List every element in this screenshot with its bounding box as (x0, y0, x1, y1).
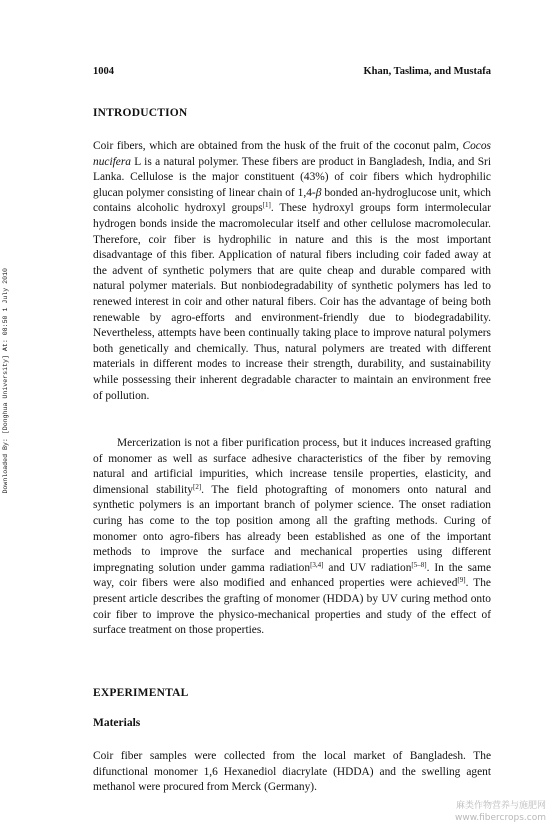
citation: [2] (192, 482, 202, 491)
text-run: and UV radiation (323, 561, 412, 574)
species-name: Cocos nucifera (93, 140, 491, 168)
introduction-paragraph-1 (93, 139, 491, 404)
introduction-heading: INTRODUCTION (93, 107, 188, 119)
citation: [9] (457, 576, 466, 585)
site-watermark (455, 800, 546, 824)
citation: [3,4] (310, 560, 324, 569)
citation: [5–8] (411, 560, 427, 569)
materials-heading: Materials (93, 717, 141, 729)
text-run: . The field photografting of monomers onto natural and synthetic polymers is an important branch of polymer science. The onset radiation curing has come to the top position among all the grafting methods. Curing of monomer onto agro-fibers has already been established as one of the important methods to improve the surface and mechanical properties using different impregnating solution under gamma radiation (93, 483, 491, 574)
text-run: . The present article describes the grafting of monomer (HDDA) by UV curing method onto coir fiber to improve the physico-mechanical properties and study of the effect of surface treatment on those properties. (93, 577, 491, 637)
text-run: Coir fibers, which are obtained from the husk of the fruit of the coconut palm, (93, 140, 463, 152)
beta-symbol: β (315, 186, 322, 199)
text-run: L is a natural polymer. These fibers are product in Bangladesh, India, and Sri Lanka. Cellulose is the major constituent (43%) of coir fibers which hydrophilic glucan polymer consisting of linear chain of 1,4- (93, 155, 491, 199)
text-run: bonded an-hydroglucose unit, which contains alcoholic hydroxyl groups (93, 186, 491, 215)
citation: [1] (262, 201, 271, 210)
experimental-heading: EXPERIMENTAL (93, 687, 189, 699)
download-notice: Downloaded By: [Donghua University] At: 08:50 1 July 2010 (2, 268, 9, 494)
watermark-title: 麻类作物营养与施肥网 (455, 801, 546, 811)
page-number: 1004 (93, 66, 114, 77)
introduction-paragraph-2 (93, 436, 491, 639)
text-run: . In the same way, coir fibers were also modified and enhanced properties were achieved (93, 561, 491, 590)
running-authors: Khan, Taslima, and Mustafa (363, 66, 491, 77)
text-run: Mercerization is not a fiber purification process, but it induces increased grafting of monomer as well as surface adhesive characteristics of the fiber by removing natural and artificial impurities, which increase tensile properties, elasticity, and dimensional stability (93, 437, 491, 496)
materials-paragraph: Coir fiber samples were collected from the local market of Bangladesh. The difunctional monomer 1,6 Hexanediol diacrylate (HDDA) and the swelling agent methanol were procured from Merck (Germany). (93, 750, 491, 794)
watermark-url: www.fibercrops.com (455, 813, 546, 823)
running-header (93, 66, 491, 80)
text-run: . These hydroxyl groups form intermolecular hydrogen bonds inside the macromolecular itself and other cellulose macromolecular. Therefore, coir fiber is hydrophilic in nature and this is the most important disadvantage of this fiber. Application of natural fibers including coir faded away at the advent of synthetic polymers that are quite cheap and durable compared with natural polymer materials. But nonbiodegradability of synthetic polymers has led to renewed interest in coir and other natural fibers. Coir has the advantage of being both renewable by agro-efforts and environment-friendly due to biodegradability. Nevertheless, attempts have been continually taking place to improve natural polymers both genetically and chemically. Thus, natural polymers are treated with different materials in different modes to increase their strength, durability, and sustainability while possessing their inherent degradable character to maintain an environment free of pollution. (93, 202, 491, 402)
